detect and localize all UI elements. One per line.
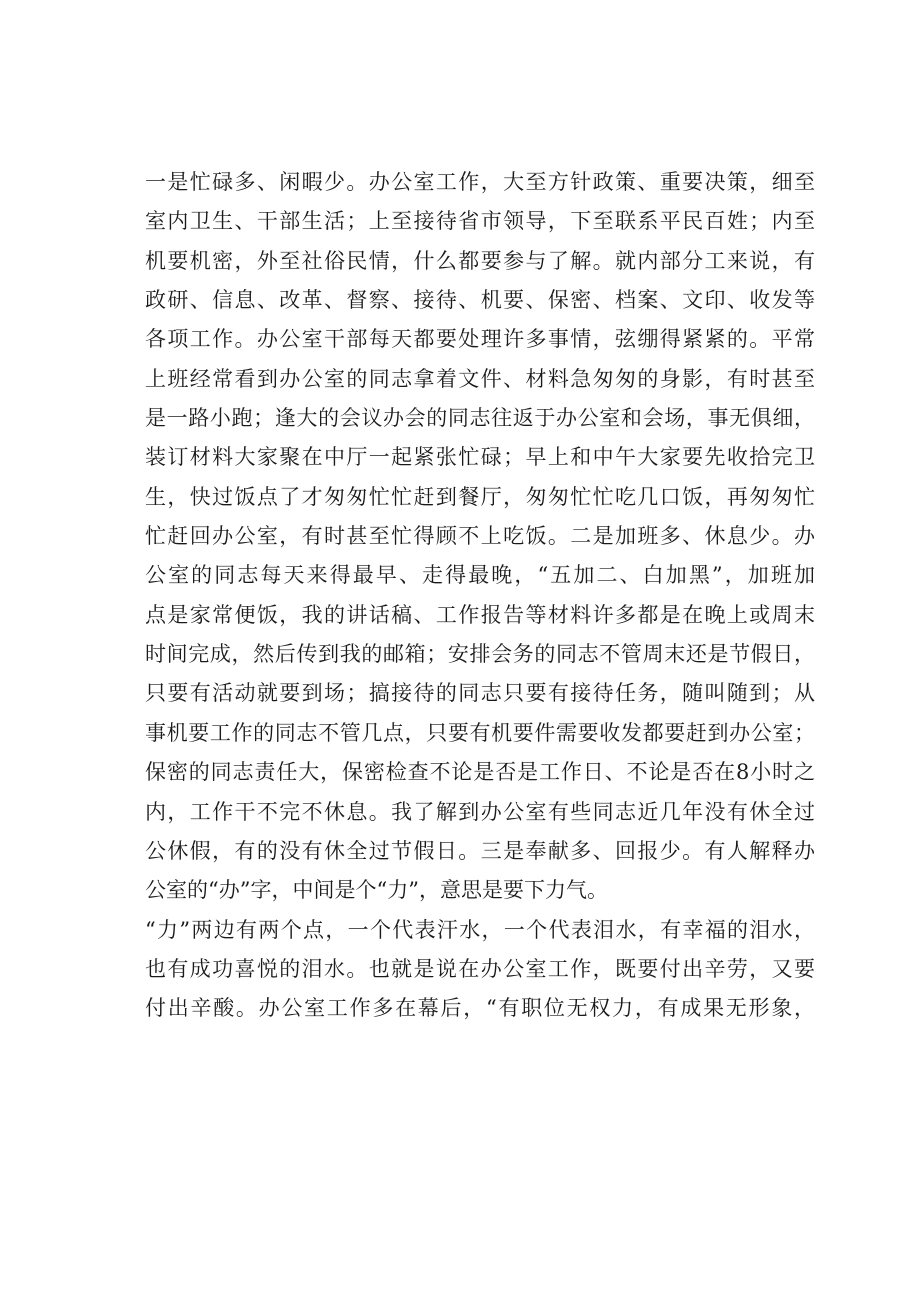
text-line: 是一路小跑；逢大的会议办会的同志往返于办公室和会场，事无俱细， — [145, 406, 815, 431]
text-line: 上班经常看到办公室的同志拿着文件、材料急匆匆的身影，有时甚至 — [145, 366, 815, 391]
text-line: 忙赶回办公室，有时甚至忙得顾不上吃饭。二是加班多、休息少。办 — [145, 524, 815, 549]
text-line: 各项工作。办公室干部每天都要处理许多事情，弦绷得紧紧的。平常 — [145, 327, 815, 352]
document-body — [145, 163, 815, 1029]
text-line: 公室的同志每天来得最早、走得最晚，“五加二、白加黑”，加班加 — [145, 563, 815, 588]
text-line: “力”两边有两个点，一个代表汗水，一个代表泪水，有幸福的泪水， — [145, 917, 815, 942]
text-line: 内，工作干不完不休息。我了解到办公室有些同志近几年没有休全过 — [145, 799, 815, 824]
text-line: 事机要工作的同志不管几点，只要有机要件需要收发都要赶到办公室； — [145, 720, 815, 745]
text-line: 政研、信息、改革、督察、接待、机要、保密、档案、文印、收发等 — [145, 288, 815, 313]
text-line: 一是忙碌多、闲暇少。办公室工作，大至方针政策、重要决策，细至 — [145, 170, 815, 194]
text-line: 点是家常便饭，我的讲话稿、工作报告等材料许多都是在晚上或周末 — [145, 602, 815, 627]
text-line: 保密的同志责任大，保密检查不论是否是工作日、不论是否在8小时之 — [145, 760, 815, 785]
text-line: 公休假，有的没有休全过节假日。三是奉献多、回报少。有人解释办 — [145, 838, 815, 863]
text-line: 室内卫生、干部生活；上至接待省市领导，下至联系平民百姓；内至 — [145, 209, 815, 234]
text-line: 装订材料大家聚在中厅一起紧张忙碌；早上和中午大家要先收拾完卫 — [145, 445, 815, 470]
text-line: 公室的“办”字，中间是个“力”，意思是要下力气。 — [145, 878, 608, 903]
text-line: 时间完成，然后传到我的邮箱；安排会务的同志不管周末还是节假日， — [145, 642, 815, 667]
paragraph-2 — [145, 911, 815, 1029]
text-line: 机要机密，外至社俗民情，什么都要参与了解。就内部分工来说，有 — [145, 248, 815, 273]
paragraph-1 — [145, 163, 815, 911]
text-line: 也有成功喜悦的泪水。也就是说在办公室工作，既要付出辛劳，又要 — [145, 956, 815, 981]
text-line: 生，快过饭点了才匆匆忙忙赶到餐厅，匆匆忙忙吃几口饭，再匆匆忙 — [145, 484, 815, 509]
text-line: 付出辛酸。办公室工作多在幕后，“有职位无权力，有成果无形象， — [145, 996, 815, 1021]
text-line: 只要有活动就要到场；搞接待的同志只要有接待任务，随叫随到；从 — [145, 681, 815, 706]
